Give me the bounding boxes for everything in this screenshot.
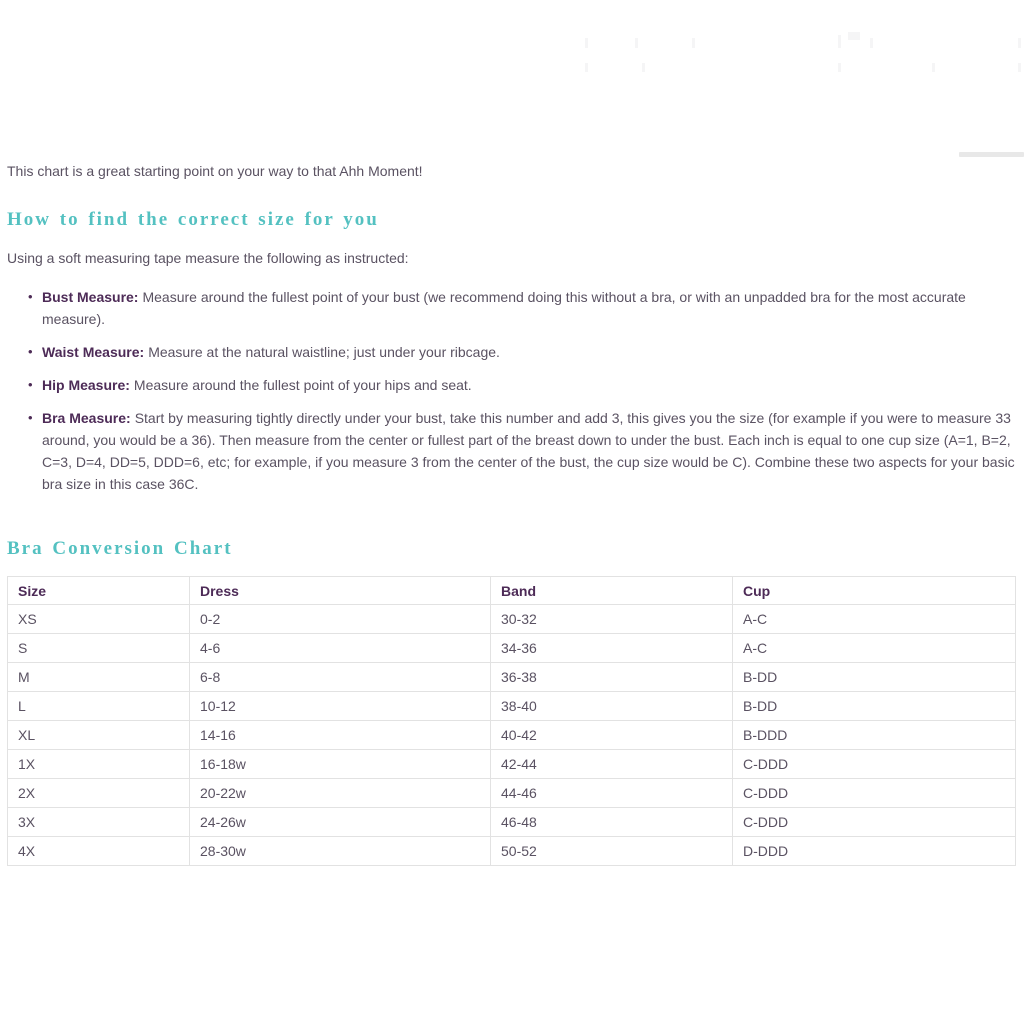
measure-text: Measure around the fullest point of your bust (we recommend doing this without a bra, or with an unpadded bra for the most accurate measure). xyxy=(42,289,966,327)
cell-band: 34-36 xyxy=(491,634,733,663)
table-header xyxy=(8,577,1016,605)
how-to-heading: How to find the correct size for you xyxy=(7,209,379,230)
table-row xyxy=(8,605,1016,634)
cell-band: 44-46 xyxy=(491,779,733,808)
ghost-tick xyxy=(838,63,841,72)
cell-cup: C-DDD xyxy=(733,808,1016,837)
column-header-dress: Dress xyxy=(190,577,491,605)
cell-dress: 6-8 xyxy=(190,663,491,692)
cell-band: 38-40 xyxy=(491,692,733,721)
measure-text: Start by measuring tightly directly under your bust, take this number and add 3, this gives you the size (for example if you were to measure 33 around, you would be a 36). Then measure from the center or fullest part of the breast down to under the bust. Each inch is equal to one cup size (A=1, B=2, C=3, D=4, DD=5, DDD=6, etc; for example, if you measure 3 from the center of the bust, the cup size would be C). Combine these two aspects for your basic bra size in this case 36C. xyxy=(42,410,1015,492)
measure-label: Bra Measure: xyxy=(42,410,131,426)
column-header-cup: Cup xyxy=(733,577,1016,605)
cell-size: 2X xyxy=(8,779,190,808)
cell-dress: 20-22w xyxy=(190,779,491,808)
cell-size: XS xyxy=(8,605,190,634)
cell-band: 46-48 xyxy=(491,808,733,837)
cell-cup: A-C xyxy=(733,634,1016,663)
table-body xyxy=(8,605,1016,866)
cell-dress: 28-30w xyxy=(190,837,491,866)
table-row xyxy=(8,779,1016,808)
measure-list xyxy=(7,286,1016,495)
ghost-tick xyxy=(932,63,935,72)
list-item-bra-measure xyxy=(28,407,1016,495)
cell-size: 3X xyxy=(8,808,190,837)
ghost-tick xyxy=(635,38,638,48)
ghost-tick xyxy=(585,38,588,48)
bullet-icon: • xyxy=(28,344,33,359)
ghost-tick xyxy=(692,38,695,48)
ghost-tick xyxy=(1018,63,1021,72)
cell-dress: 16-18w xyxy=(190,750,491,779)
ghost-tick xyxy=(642,63,645,72)
table-header-row xyxy=(8,577,1016,605)
measure-label: Hip Measure: xyxy=(42,377,130,393)
cell-cup: C-DDD xyxy=(733,750,1016,779)
measure-label: Waist Measure: xyxy=(42,344,145,360)
list-item-bust-measure xyxy=(28,286,1016,330)
cell-band: 50-52 xyxy=(491,837,733,866)
table-row xyxy=(8,663,1016,692)
cell-dress: 14-16 xyxy=(190,721,491,750)
page-content xyxy=(7,163,1016,866)
cell-size: 4X xyxy=(8,837,190,866)
cell-band: 42-44 xyxy=(491,750,733,779)
ghost-tick xyxy=(1018,38,1021,48)
bullet-icon: • xyxy=(28,377,33,392)
cell-size: S xyxy=(8,634,190,663)
cell-size: M xyxy=(8,663,190,692)
cell-cup: B-DDD xyxy=(733,721,1016,750)
cell-dress: 10-12 xyxy=(190,692,491,721)
bra-conversion-table xyxy=(7,576,1016,866)
divider-fragment xyxy=(959,152,1024,157)
cell-dress: 0-2 xyxy=(190,605,491,634)
cell-band: 40-42 xyxy=(491,721,733,750)
table-row xyxy=(8,837,1016,866)
ghost-tick xyxy=(838,35,841,48)
cell-cup: A-C xyxy=(733,605,1016,634)
cell-cup: B-DD xyxy=(733,692,1016,721)
cell-cup: C-DDD xyxy=(733,779,1016,808)
cell-dress: 24-26w xyxy=(190,808,491,837)
table-row xyxy=(8,721,1016,750)
ghost-smudge xyxy=(848,32,860,40)
cell-size: 1X xyxy=(8,750,190,779)
cell-cup: D-DDD xyxy=(733,837,1016,866)
intro-text: This chart is a great starting point on your way to that Ahh Moment! xyxy=(7,163,423,179)
ghost-nav-artifact xyxy=(580,30,1024,75)
column-header-size: Size xyxy=(8,577,190,605)
list-item-hip-measure xyxy=(28,374,1016,396)
cell-band: 30-32 xyxy=(491,605,733,634)
measure-label: Bust Measure: xyxy=(42,289,139,305)
ghost-tick xyxy=(585,63,588,72)
measure-text: Measure at the natural waistline; just under your ribcage. xyxy=(148,344,500,360)
bullet-icon: • xyxy=(28,410,33,425)
lead-text: Using a soft measuring tape measure the following as instructed: xyxy=(7,250,409,266)
measure-text: Measure around the fullest point of your hips and seat. xyxy=(133,377,472,393)
bullet-icon: • xyxy=(28,289,33,304)
cell-band: 36-38 xyxy=(491,663,733,692)
table-row xyxy=(8,634,1016,663)
cell-size: XL xyxy=(8,721,190,750)
table-row xyxy=(8,808,1016,837)
cell-size: L xyxy=(8,692,190,721)
ghost-tick xyxy=(870,38,873,48)
cell-dress: 4-6 xyxy=(190,634,491,663)
table-row xyxy=(8,750,1016,779)
column-header-band: Band xyxy=(491,577,733,605)
list-item-waist-measure xyxy=(28,341,1016,363)
cell-cup: B-DD xyxy=(733,663,1016,692)
table-row xyxy=(8,692,1016,721)
conversion-chart-heading: Bra Conversion Chart xyxy=(7,538,233,559)
